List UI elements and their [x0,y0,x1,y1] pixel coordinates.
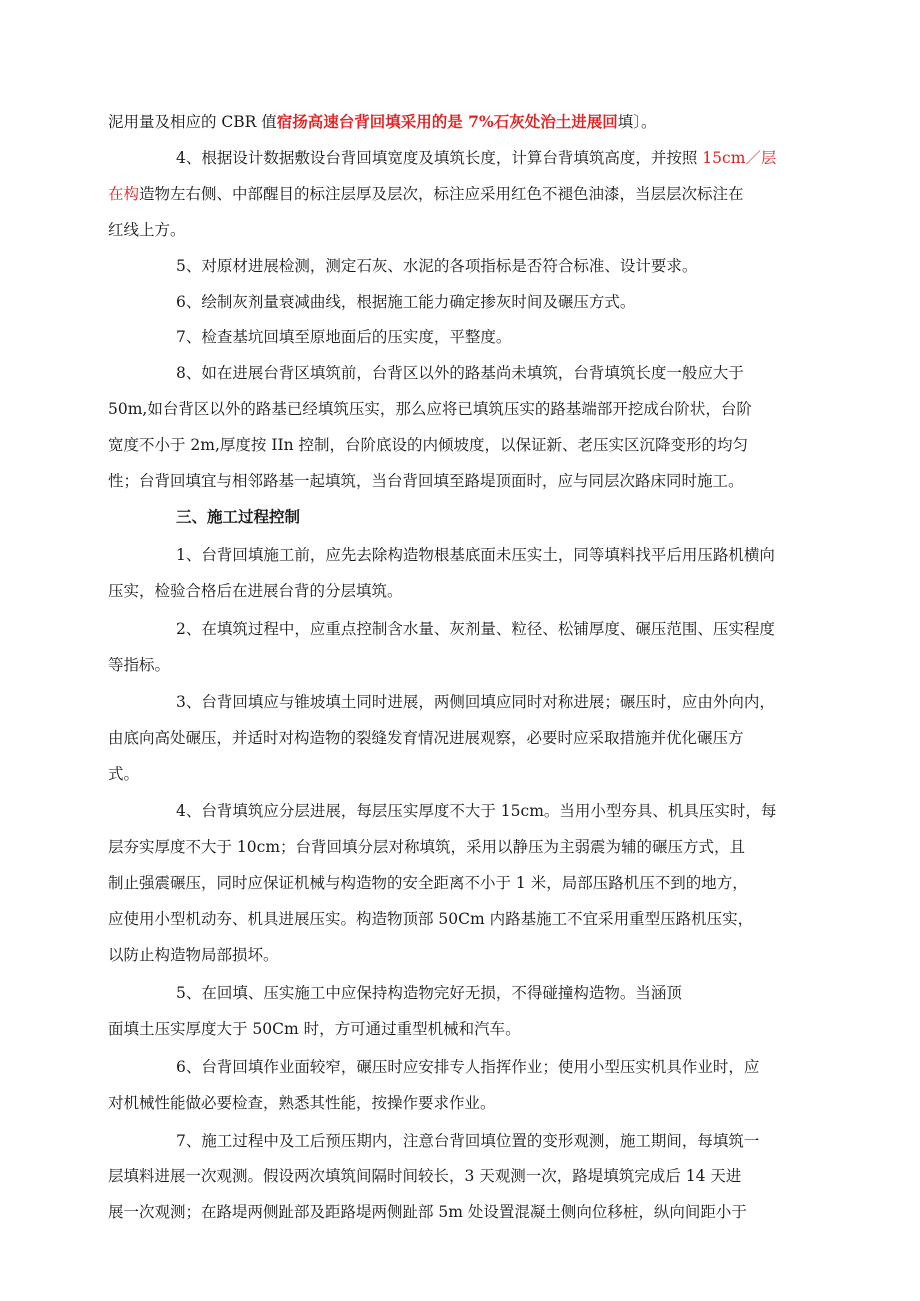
s4-line1: 4、台背填筑应分层进展，每层压实厚度不大于 15cm。当用小型夯具、机具压实时，每 [176,802,777,820]
s4-line4: 应使用小型机动夯、机具进展压实。构造物顶部 50Cm 内路基施工不宜采用重型压路机压实， [108,910,754,928]
s3-line2: 由底向高处碾压，并适时对构造物的裂缝发育情况进展观察，必要时应采取措施并优化碾压方 [108,729,744,747]
s4-line3: 制止强震碾压，同时应保证机械与构造物的安全距离不小于 1 米，局部压路机压不到的地方， [108,874,748,892]
para0-text-a: 泥用量及相应的 CBR 值 [108,113,277,131]
s3-line3: 式。 [108,765,140,783]
para4-red-text-1: 15cm／层 [702,149,777,167]
para4-line3: 红线上方。 [108,221,186,239]
s7-line3: 展一次观测；在路堤两侧趾部及距路堤两侧趾部 5m 处设置混凝土侧向位移桩，纵向间距小于 [108,1203,747,1221]
s7-line1: 7、施工过程中及工后预压期内，注意台背回填位置的变形观测，施工期间，每填筑一 [176,1132,760,1150]
s2-line2: 等指标。 [108,656,171,674]
para0-red-text: 宿扬高速台背回填采用的是 7%石灰处治土进展回 [276,112,618,131]
s4-line2: 层夯实厚度不大于 10cm；台背回填分层对称填筑，采用以静压为主弱震为辅的碾压方式，且 [108,838,746,856]
s7-line2: 层填料进展一次观测。假设两次填筑间隔时间较长，3 天观测一次，路堤填筑完成后 14 天进 [108,1167,742,1185]
s2-line1: 2、在填筑过程中，应重点控制含水量、灰剂量、粒径、松铺厚度、碾压范围、压实程度 [176,620,775,638]
para4-line1 [176,148,776,168]
para4-red-text-2: 在构 [108,185,140,203]
para8-line1: 8、如在进展台背区填筑前，台背区以外的路基尚未填筑，台背填筑长度一般应大于 [176,364,744,382]
s1-line2: 压实，检验合格后在进展台背的分层填筑。 [108,582,403,600]
para7: 7、检查基坑回填至原地面后的压实度，平整度。 [176,328,512,346]
s3-line1: 3、台背回填应与锥坡填土同时进展，两侧回填应同时对称进展；碾压时，应由外向内， [176,693,775,711]
s5-line1: 5、在回填、压实施工中应保持构造物完好无损，不得碰撞构造物。当涵顶 [176,984,682,1002]
section-heading: 三、施工过程控制 [176,508,301,526]
para0-line1 [108,112,656,132]
s6-line1: 6、台背回填作业面较窄，碾压时应安排专人指挥作业；使用小型压实机具作业时，应 [176,1058,760,1076]
s6-line2: 对机械性能做必要检查，熟悉其性能，按操作要求作业。 [108,1094,496,1112]
para4-text-a: 4、根据设计数据敷设台背回填宽度及填筑长度，计算台背填筑高度，并按照 [176,149,703,167]
para0-text-b: 填〕。 [617,113,657,131]
para8-line2: 50m,如台背区以外的路基已经填筑压实，那么应将已填筑压实的路基端部开挖成台阶状，台阶 [108,400,752,418]
para6: 6、绘制灰剂量衰减曲线，根据施工能力确定掺灰时间及碾压方式。 [176,293,636,311]
para4-line2 [108,184,744,204]
para5: 5、对原材进展检测，测定石灰、水泥的各项指标是否符合标准、设计要求。 [176,257,698,275]
s5-line2: 面填土压实厚度大于 50Cm 时，方可通过重型机械和汽车。 [108,1020,521,1038]
para4-text-b: 造物左右侧、中部醒目的标注层厚及层次，标注应采用红色不褪色油漆，当层层次标注在 [139,185,744,203]
para8-line3: 宽度不小于 2m,厚度按 IIn 控制，台阶底设的内倾坡度，以保证新、老压实区沉降变形的均匀 [108,436,748,454]
s1-line1: 1、台背回填施工前，应先去除构造物根基底面未压实土，同等填料找平后用压路机横向 [176,546,775,564]
para8-line4: 性；台背回填宜与相邻路基一起填筑，当台背回填至路堤顶面时，应与同层次路床同时施工。 [108,472,744,490]
s4-line5: 以防止构造物局部损坏。 [108,946,279,964]
